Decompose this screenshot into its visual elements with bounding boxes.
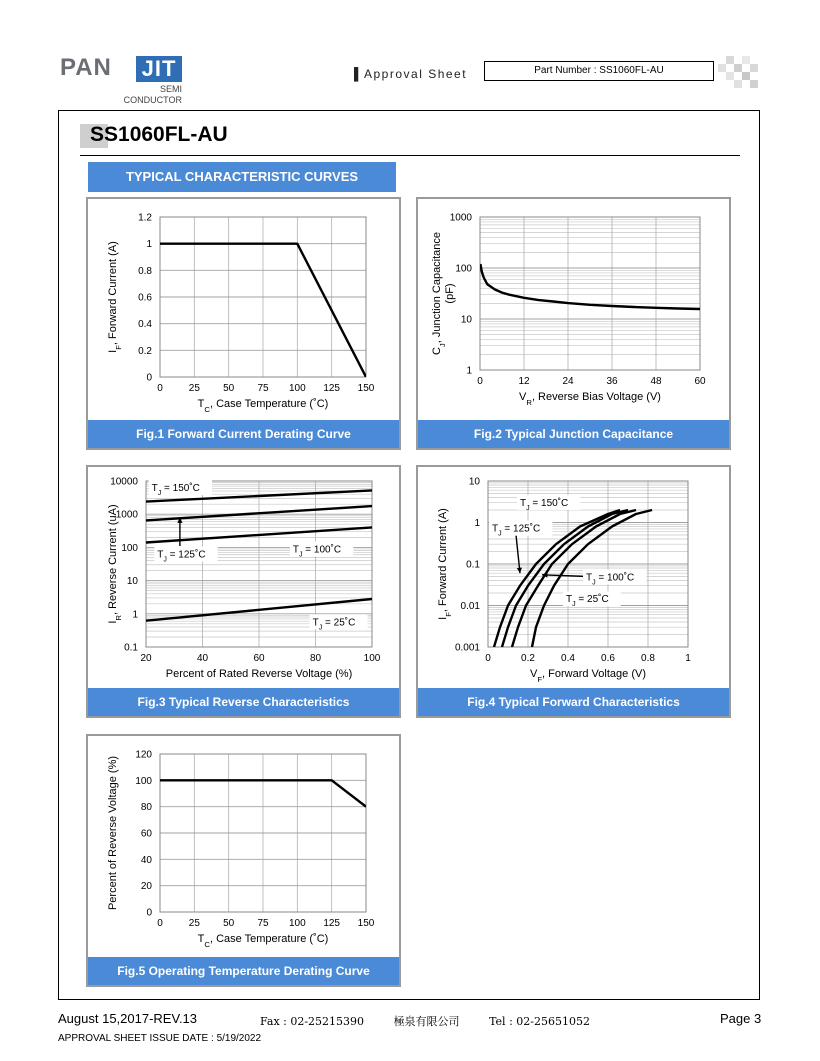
fig1-y-tick-label: 0.6: [138, 292, 152, 304]
fig2-caption: Fig.2 Typical Junction Capacitance: [418, 420, 729, 448]
fig5-y-tick-label: 0: [146, 907, 152, 919]
fig2-y-tick-label: 100: [455, 263, 472, 275]
title-divider: [80, 155, 740, 156]
footer-date-revision: August 15,2017-REV.13: [58, 1011, 198, 1026]
fig2-x-tick-label: 0: [477, 376, 483, 387]
fig3-x-tick-label: 80: [309, 653, 322, 664]
fig2-x-tick-label: 36: [606, 376, 618, 387]
footer-page-number: Page 3: [720, 1011, 762, 1026]
fig5-x-axis-label: $T_C$, Case Temperature (˚C): [197, 933, 329, 949]
fig3-caption: Fig.3 Typical Reverse Characteristics: [88, 688, 399, 716]
approval-sheet-label: ▌Approval Sheet: [354, 67, 468, 81]
fig5-y-tick-label: 80: [140, 802, 152, 814]
fig1-plot: [107, 213, 375, 414]
fig4-chart: [418, 467, 729, 688]
fig1-x-tick-label: 75: [257, 383, 269, 394]
fig2-y-tick-label: 1: [466, 365, 472, 377]
fig3-y-tick-label: 100: [121, 542, 138, 554]
fig5-x-tick-label: 50: [223, 918, 235, 929]
fig2-x-tick-label: 60: [694, 376, 706, 387]
fig4-x-tick-label: 1: [685, 653, 691, 664]
fig4-x-tick-label: 0.6: [601, 653, 615, 664]
fig3-y-tick-label: 1000: [115, 509, 138, 521]
fig3-annotation-2: $T_J$ = 100˚C: [292, 544, 342, 559]
fig1-y-tick-label: 0: [146, 372, 152, 384]
fig5-y-tick-label: 40: [140, 854, 152, 866]
fig1-x-tick-label: 25: [188, 383, 200, 394]
fig1-y-axis-label: $I_F$, Forward Current (A): [107, 241, 123, 353]
fig3-panel: [86, 465, 401, 718]
panjit-logo: [60, 54, 182, 108]
fig1-chart: [88, 199, 399, 420]
fig1-x-tick-label: 125: [323, 383, 341, 394]
fig1-y-tick-label: 0.2: [138, 345, 152, 357]
fig1-caption: Fig.1 Forward Current Derating Curve: [88, 420, 399, 448]
fig5-y-tick-label: 120: [135, 749, 152, 761]
fig5-y-tick-label: 100: [135, 775, 152, 787]
fig4-x-tick-label: 0.8: [641, 653, 655, 664]
fig3-x-axis-label: Percent of Rated Reverse Voltage (%): [165, 668, 353, 680]
fig4-y-axis-label: $I_F$, Forward Current (A): [437, 508, 453, 620]
fig4-x-tick-label: 0.2: [521, 653, 535, 664]
logo-text: PAN: [60, 54, 112, 81]
fig4-y-tick-label: 1: [474, 518, 480, 529]
logo-accent: JIT: [136, 56, 182, 82]
footer-issue-date: APPROVAL SHEET ISSUE DATE : 5/19/2022: [58, 1033, 262, 1044]
fig3-y-tick-label: 10: [126, 576, 138, 588]
fig4-annotation-1: $T_J$ = 125˚C: [492, 523, 541, 538]
footer-contact: [260, 1013, 616, 1029]
fig2-y-tick-label: 10: [460, 314, 472, 326]
fig3-x-tick-label: 20: [140, 653, 152, 664]
footer-tel: Tel : 02-25651052: [489, 1015, 590, 1028]
fig3-x-tick-label: 60: [253, 653, 265, 664]
fig4-arrow-line-1: [516, 535, 520, 573]
fig3-x-tick-label: 40: [196, 653, 209, 664]
fig5-x-tick-label: 125: [323, 918, 341, 929]
fig3-y-tick-label: 1: [132, 609, 138, 621]
fig1-x-tick-label: 0: [157, 383, 163, 394]
fig4-y-tick-label: 0.01: [460, 601, 480, 612]
fig4-caption: Fig.4 Typical Forward Characteristics: [418, 688, 729, 716]
fig5-y-tick-label: 60: [140, 828, 152, 840]
fig2-y-axis-label: $C_J$, Junction Capacitance: [431, 231, 447, 356]
fig3-plot: [107, 477, 381, 681]
fig2-x-tick-label: 48: [650, 376, 662, 387]
fig2-x-axis-label: $V_R$, Reverse Bias Voltage (V): [519, 391, 661, 407]
footer-fax: Fax : 02-25215390: [260, 1015, 365, 1028]
fig3-y-tick-label: 10000: [110, 476, 138, 488]
fig4-x-axis-label: $V_F$, Forward Voltage (V): [530, 668, 646, 684]
fig5-x-tick-label: 75: [257, 918, 269, 929]
fig5-panel: [86, 734, 401, 987]
fig5-x-tick-label: 150: [357, 918, 375, 929]
fig2-y-axis-label-unit: (pF): [444, 283, 456, 304]
fig4-annotation-0: $T_J$ = 150˚C: [520, 497, 569, 512]
fig1-y-tick-label: 1.2: [138, 212, 152, 224]
fig1-x-tick-label: 150: [357, 383, 375, 394]
fig5-y-axis-label: Percent of Reverse Voltage (%): [107, 755, 119, 911]
fig5-x-tick-label: 0: [157, 918, 163, 929]
fig3-annotation-3: $T_J$ = 25˚C: [312, 617, 356, 631]
logo-sub-conductor: CONDUCTOR: [123, 95, 182, 105]
fig5-x-tick-label: 100: [288, 918, 306, 929]
fig3-annotation-0: $T_J$ = 150˚C: [151, 482, 200, 497]
fig4-plot: [437, 477, 691, 684]
fig4-panel: [416, 465, 731, 718]
fig1-y-tick-label: 0.8: [138, 265, 152, 277]
fig3-y-axis-label: $I_R$, Reverse Current (uA): [107, 504, 123, 624]
logo-sub-semi: SEMI: [159, 84, 182, 94]
fig2-chart: [418, 199, 729, 420]
part-number-box: Part Number : SS1060FL-AU: [484, 61, 714, 81]
fig1-panel: [86, 197, 401, 450]
section-heading: TYPICAL CHARACTERISTIC CURVES: [88, 162, 396, 192]
fig2-plot: [431, 213, 706, 407]
fig4-x-tick-label: 0.4: [561, 653, 575, 664]
fig5-y-tick-label: 20: [140, 881, 152, 893]
fig5-plot: [107, 750, 375, 949]
fig1-x-axis-label: $T_C$, Case Temperature (˚C): [197, 398, 329, 414]
fig5-x-tick-label: 25: [188, 918, 200, 929]
fig2-y-tick-label: 1000: [449, 212, 472, 224]
fig3-chart: [88, 467, 399, 688]
checker-decoration-icon: [718, 56, 758, 92]
fig4-x-tick-label: 0: [485, 653, 491, 664]
fig1-x-tick-label: 50: [223, 383, 235, 394]
fig2-panel: [416, 197, 731, 450]
fig2-x-tick-label: 12: [518, 376, 530, 387]
fig4-y-tick-label: 0.001: [454, 642, 480, 654]
fig4-annotation-2: $T_J$ = 100˚C: [586, 572, 635, 587]
fig3-x-tick-label: 100: [363, 653, 381, 664]
fig1-y-tick-label: 0.4: [138, 319, 152, 331]
fig1-y-tick-label: 1: [146, 239, 152, 251]
footer-company: 極泉有限公司: [393, 1015, 460, 1028]
fig4-y-tick-label: 0.1: [466, 559, 480, 571]
fig1-x-tick-label: 100: [288, 383, 306, 394]
fig3-annotation-1: $T_J$ = 125˚C: [157, 549, 206, 563]
page-title: SS1060FL-AU: [90, 123, 228, 146]
fig4-y-tick-label: 10: [468, 476, 480, 488]
fig2-plot-frame: [480, 217, 700, 370]
fig2-x-tick-label: 24: [562, 376, 574, 387]
fig2-series-line-0: [480, 264, 700, 309]
fig4-annotation-3: $T_J$ = 25˚C: [566, 594, 609, 608]
fig5-chart: [88, 736, 399, 957]
fig5-caption: Fig.5 Operating Temperature Derating Curve: [88, 957, 399, 985]
fig3-y-tick-label: 0.1: [124, 642, 138, 654]
